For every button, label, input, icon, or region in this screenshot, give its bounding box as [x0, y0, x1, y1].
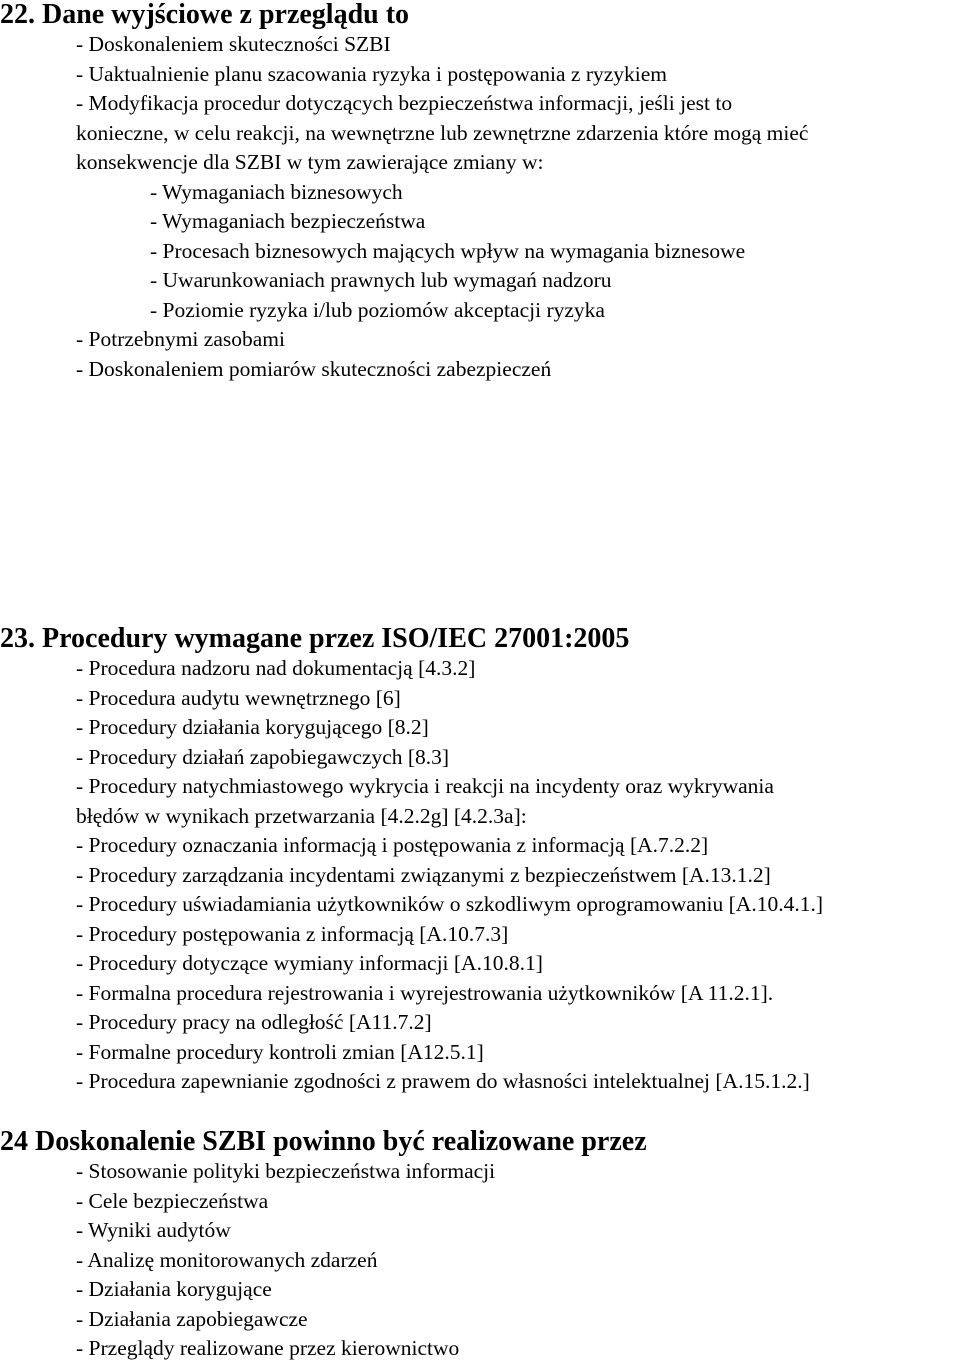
- list-item: - Poziomie ryzyka i/lub poziomów akceptacji ryzyka: [150, 297, 605, 322]
- list-item: - Przeglądy realizowane przez kierownictwo: [76, 1336, 460, 1360]
- list-item: - Procedura nadzoru nad dokumentacją [4.3.2]: [76, 656, 476, 680]
- list-item: - Procedury działań zapobiegawczych [8.3]: [76, 744, 450, 769]
- list-item: konieczne, w celu reakcji, na wewnętrzne lub zewnętrzne zdarzenia które mogą mieć: [76, 120, 809, 145]
- list-item: - Procesach biznesowych mających wpływ na wymagania biznesowe: [150, 238, 746, 263]
- list-item: - Formalne procedury kontroli zmian [A12.5.1]: [76, 1039, 484, 1064]
- list-item: - Modyfikacja procedur dotyczących bezpieczeństwa informacji, jeśli jest to: [76, 91, 733, 115]
- list-item: - Doskonaleniem skuteczności SZBI: [76, 32, 391, 56]
- list-item: - Działania korygujące: [76, 1277, 272, 1301]
- section-22: [0, 0, 960, 384]
- list-item: konsekwencje dla SZBI w tym zawierające zmiany w:: [76, 150, 544, 174]
- list-item: - Procedury uświadamiania użytkowników o szkodliwym oprogramowaniu [A.10.4.1.]: [76, 892, 823, 916]
- section-23-heading: 23. Procedury wymagane przez ISO/IEC 27001:2005: [0, 623, 630, 654]
- list-item: - Analizę monitorowanych zdarzeń: [76, 1247, 378, 1272]
- list-item: - Wyniki audytów: [76, 1218, 231, 1242]
- list-item: - Stosowanie polityki bezpieczeństwa informacji: [76, 1159, 496, 1183]
- list-item: - Procedury działania korygującego [8.2]: [76, 715, 429, 739]
- list-item: - Procedury oznaczania informacją i postępowania z informacją [A.7.2.2]: [76, 833, 709, 857]
- section-23: [0, 624, 960, 1097]
- list-item: - Procedura audytu wewnętrznego [6]: [76, 685, 401, 710]
- list-item: - Procedury pracy na odległość [A11.7.2]: [76, 1010, 432, 1034]
- list-item: - Procedury zarządzania incydentami związanymi z bezpieczeństwem [A.13.1.2]: [76, 862, 771, 887]
- list-item: - Potrzebnymi zasobami: [76, 327, 285, 351]
- list-item: - Wymaganiach biznesowych: [150, 179, 403, 204]
- list-item: - Procedury postępowania z informacją [A.10.7.3]: [76, 921, 509, 946]
- list-item: - Działania zapobiegawcze: [76, 1306, 308, 1331]
- section-24: [0, 1127, 960, 1364]
- section-22-heading: 22. Dane wyjściowe z przeglądu to: [0, 0, 410, 30]
- list-item: - Formalna procedura rejestrowania i wyrejestrowania użytkowników [A 11.2.1].: [76, 980, 774, 1005]
- list-item: błędów w wynikach przetwarzania [4.2.2g] [4.2.3a]:: [76, 803, 527, 828]
- list-item: - Procedury dotyczące wymiany informacji [A.10.8.1]: [76, 951, 543, 975]
- list-item: - Wymaganiach bezpieczeństwa: [150, 209, 426, 233]
- list-item: - Uaktualnienie planu szacowania ryzyka i postępowania z ryzykiem: [76, 61, 668, 86]
- list-item: - Cele bezpieczeństwa: [76, 1188, 269, 1213]
- list-item: - Procedury natychmiastowego wykrycia i reakcji na incydenty oraz wykrywania: [76, 774, 774, 798]
- section-24-heading: 24 Doskonalenie SZBI powinno być realizowane przez: [0, 1126, 647, 1157]
- list-item: - Doskonaleniem pomiarów skuteczności zabezpieczeń: [76, 356, 552, 381]
- list-item: - Procedura zapewnianie zgodności z prawem do własności intelektualnej [A.15.1.2.]: [76, 1069, 810, 1093]
- list-item: - Uwarunkowaniach prawnych lub wymagań nadzoru: [150, 268, 612, 292]
